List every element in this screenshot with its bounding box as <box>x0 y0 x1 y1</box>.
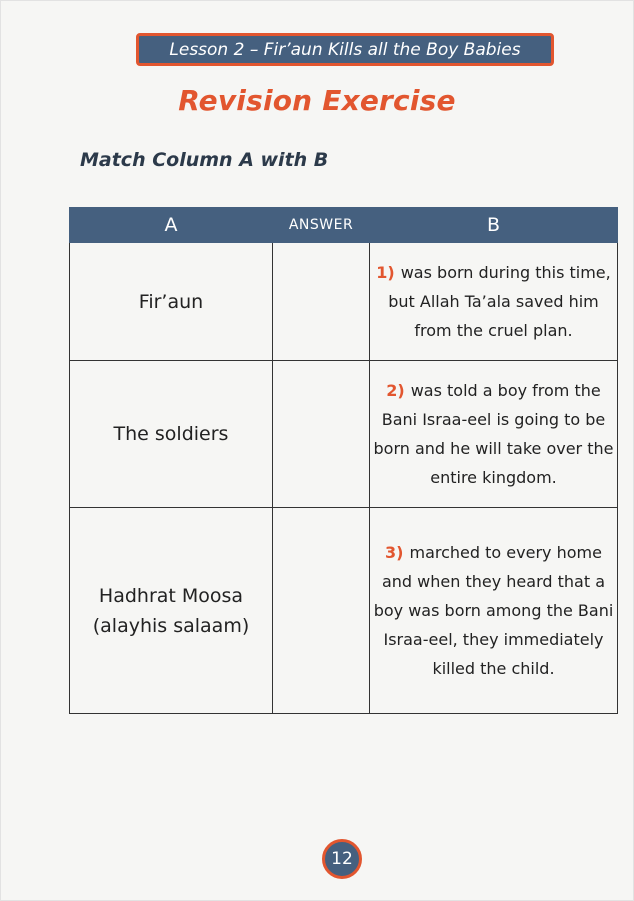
column-a-text: Fir’aun <box>138 290 204 313</box>
column-a-text: The soldiers <box>113 423 229 445</box>
table-row <box>70 361 618 508</box>
lesson-banner <box>136 33 554 66</box>
page-number: 12 <box>331 849 353 869</box>
instruction-text: Match Column A with B <box>80 149 329 171</box>
match-table <box>69 207 618 714</box>
column-b-text: was told a boy from the Bani Israa-eel is going to be born and he will take over the entire kingdom. <box>373 381 614 487</box>
page-number-badge <box>322 839 362 879</box>
column-a-subtext: (alayhis salaam) <box>92 614 250 637</box>
lesson-title: Lesson 2 – Fir’aun Kills all the Boy Babies <box>169 39 521 60</box>
column-b-cell <box>370 508 618 714</box>
table-header-row <box>70 208 618 243</box>
column-b-cell <box>370 361 618 508</box>
answer-cell[interactable] <box>273 243 370 361</box>
answer-cell[interactable] <box>273 508 370 714</box>
column-a-cell <box>70 361 273 508</box>
table-row <box>70 243 618 361</box>
column-b-text: was born during this time, but Allah Ta’ala saved him from the cruel plan. <box>388 263 611 340</box>
item-number: 2) <box>386 381 405 400</box>
page-heading: Revision Exercise <box>178 84 456 117</box>
table-row <box>70 508 618 714</box>
answer-cell[interactable] <box>273 361 370 508</box>
column-b-text: marched to every home and when they heard that a boy was born among the Bani Israa-eel, they immediately killed the child. <box>373 543 614 678</box>
column-a-text: Hadhrat Moosa <box>98 584 244 607</box>
column-a-cell <box>70 243 273 361</box>
column-b-cell <box>370 243 618 361</box>
answer-column-header: ANSWER <box>273 208 370 243</box>
item-number: 1) <box>376 263 395 282</box>
column-b-header: B <box>370 208 618 243</box>
item-number: 3) <box>385 543 404 562</box>
column-a-header: A <box>70 208 273 243</box>
column-a-cell <box>70 508 273 714</box>
